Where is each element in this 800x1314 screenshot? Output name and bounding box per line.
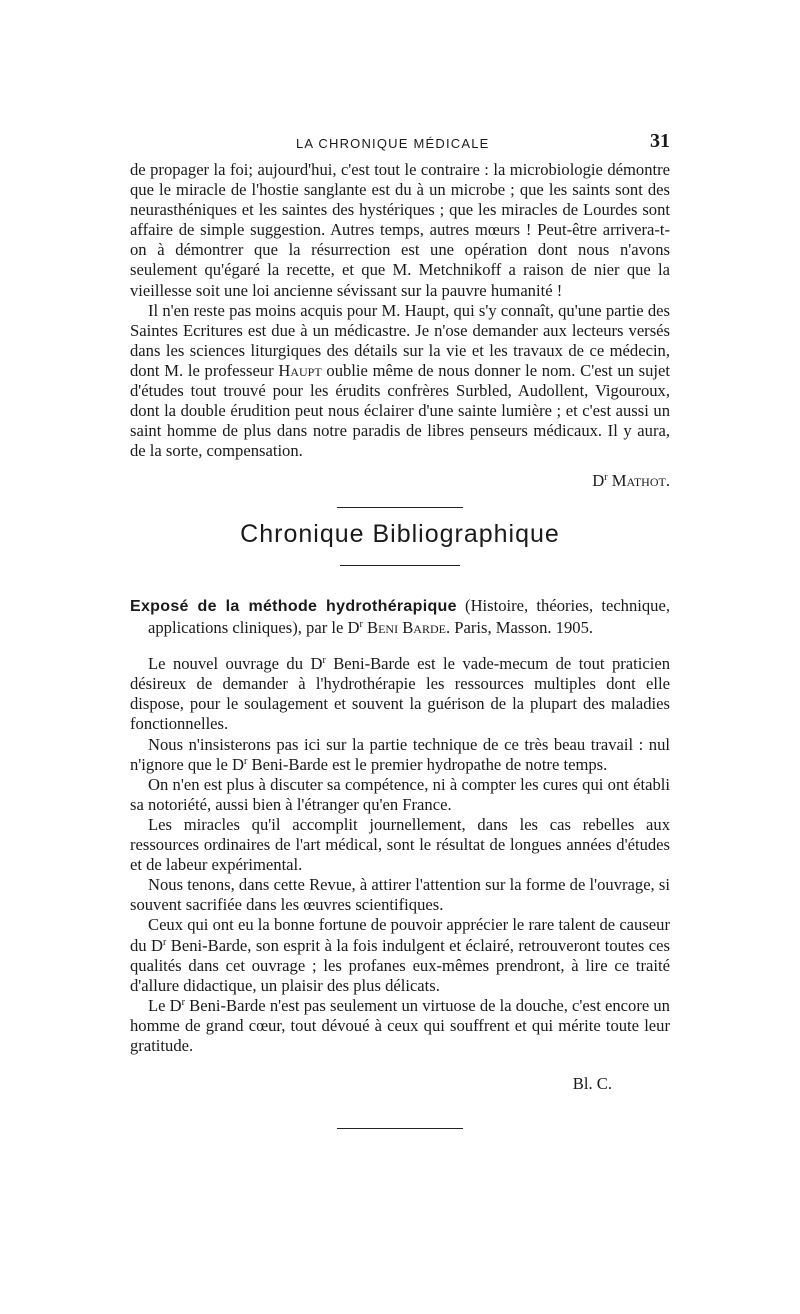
review-initials: Bl. C. (572, 1074, 612, 1094)
signature-title-sup: r (604, 472, 608, 484)
divider-rule (337, 507, 463, 508)
review-paragraph: Nous tenons, dans cette Revue, à attirer l'attention sur la forme de l'ouvrage, si souvent sacrifiée dans les œuvres scientifiques. (130, 875, 670, 915)
book-author: Beni Barde (367, 617, 446, 637)
book-publisher: . Paris, Masson. 1905. (445, 617, 594, 637)
review-paragraph: Nous n'insisterons pas ici sur la partie technique de ce très beau travail : nul n'ignore que le $D^r$ Beni-Barde est le premier hydropathe de notre temps. (130, 734, 670, 774)
review-paragraph: Le nouvel ouvrage du $D^r$ Beni-Barde est le vade-mecum de tout praticien désireux de demander à l'hydrothérapie les ressources multiples dont elle dispose, pour le soulagement et souvent la guérison de la plupart des maladies fonctionnelles. (130, 654, 670, 734)
book-entry-heading (130, 596, 670, 637)
review-body (130, 654, 670, 1056)
book-title: Exposé de la méthode hydrothérapique (130, 598, 457, 616)
article-paragraph (130, 301, 670, 462)
article-signature (130, 471, 670, 493)
review-paragraph: Le $D^r$ Beni-Barde n'est pas seulement un virtuose de la douche, c'est encore un homme de grand cœur, tout dévoué à ceux qui souffrent et qui mérite toute leur gratitude. (130, 995, 670, 1055)
section-title: Chronique Bibliographique (240, 520, 560, 549)
book-details-sup: r (359, 618, 363, 630)
running-header (130, 128, 670, 156)
signature-title: D (592, 471, 605, 491)
divider-rule (337, 1128, 463, 1129)
signature-name: Mathot. (611, 471, 670, 491)
professor-name: Haupt (278, 360, 322, 380)
book-details: (Histoire, théories, technique, applications cliniques), par le D (148, 596, 670, 637)
article-paragraph-text: oublie même de nous donner le nom. C'est un sujet d'études tout trouvé pour les érudits confrères Surbled, Audollent, Vigouroux, dont la double érudition peut nous éclairer d'une sainte lumière ; et c'est aussi un saint homme de plus dans notre paradis de libres penseurs médicaux. Il y aura, de la sorte, compensation. (130, 360, 670, 461)
running-title: LA CHRONIQUE MÉDICALE (296, 136, 490, 151)
review-paragraph: On n'en est plus à discuter sa compétence, ni à compter les cures qui ont établi sa notoriété, aussi bien à l'étranger qu'en France. (130, 774, 670, 814)
review-paragraph: Ceux qui ont eu la bonne fortune de pouvoir apprécier le rare talent de causeur du $D^r$ Beni-Barde, son esprit à la fois indulgent et éclairé, retrouveront toutes ces qualités dans cet ouvrage ; les profanes eux-mêmes prendront, à lire ce traité d'allure didactique, un plaisir des plus délicats. (130, 915, 670, 995)
page (130, 128, 670, 1129)
article-body (130, 160, 670, 461)
article-paragraph-text: Il n'en reste pas moins acquis pour M. Haupt, qui s'y connaît, qu'une partie des Saintes Ecritures est due à un médicastre. Je n'ose demander aux lecteurs versés dans les sciences liturgiques des détails sur la vie et les travaux de ce médecin, dont M. le professeur (130, 300, 670, 380)
divider-rule (340, 565, 460, 566)
review-paragraph: Les miracles qu'il accomplit journellement, dans les cas rebelles aux ressources ordinaires de l'art médical, sont le résultat de longues années d'études et de labeur expérimental. (130, 814, 670, 875)
page-number: 31 (650, 130, 670, 152)
article-paragraph: de propager la foi; aujourd'hui, c'est tout le contraire : la microbiologie démontre que le miracle de l'hostie sanglante est du à un microbe ; que les saints sont des neurasthéniques et les saintes des hystériques ; que les miracles de Lourdes sont affaire de simple suggestion. Autres temps, autres mœurs ! Peut-être arrivera-t-on à démontrer que la résurrection est une opération dont nous n'avons seulement qu'égaré la recette, et que M. Metchnikoff a raison de nier que la vieillesse soit une loi ancienne sévissant sur la pauvre humanité ! (130, 160, 670, 300)
